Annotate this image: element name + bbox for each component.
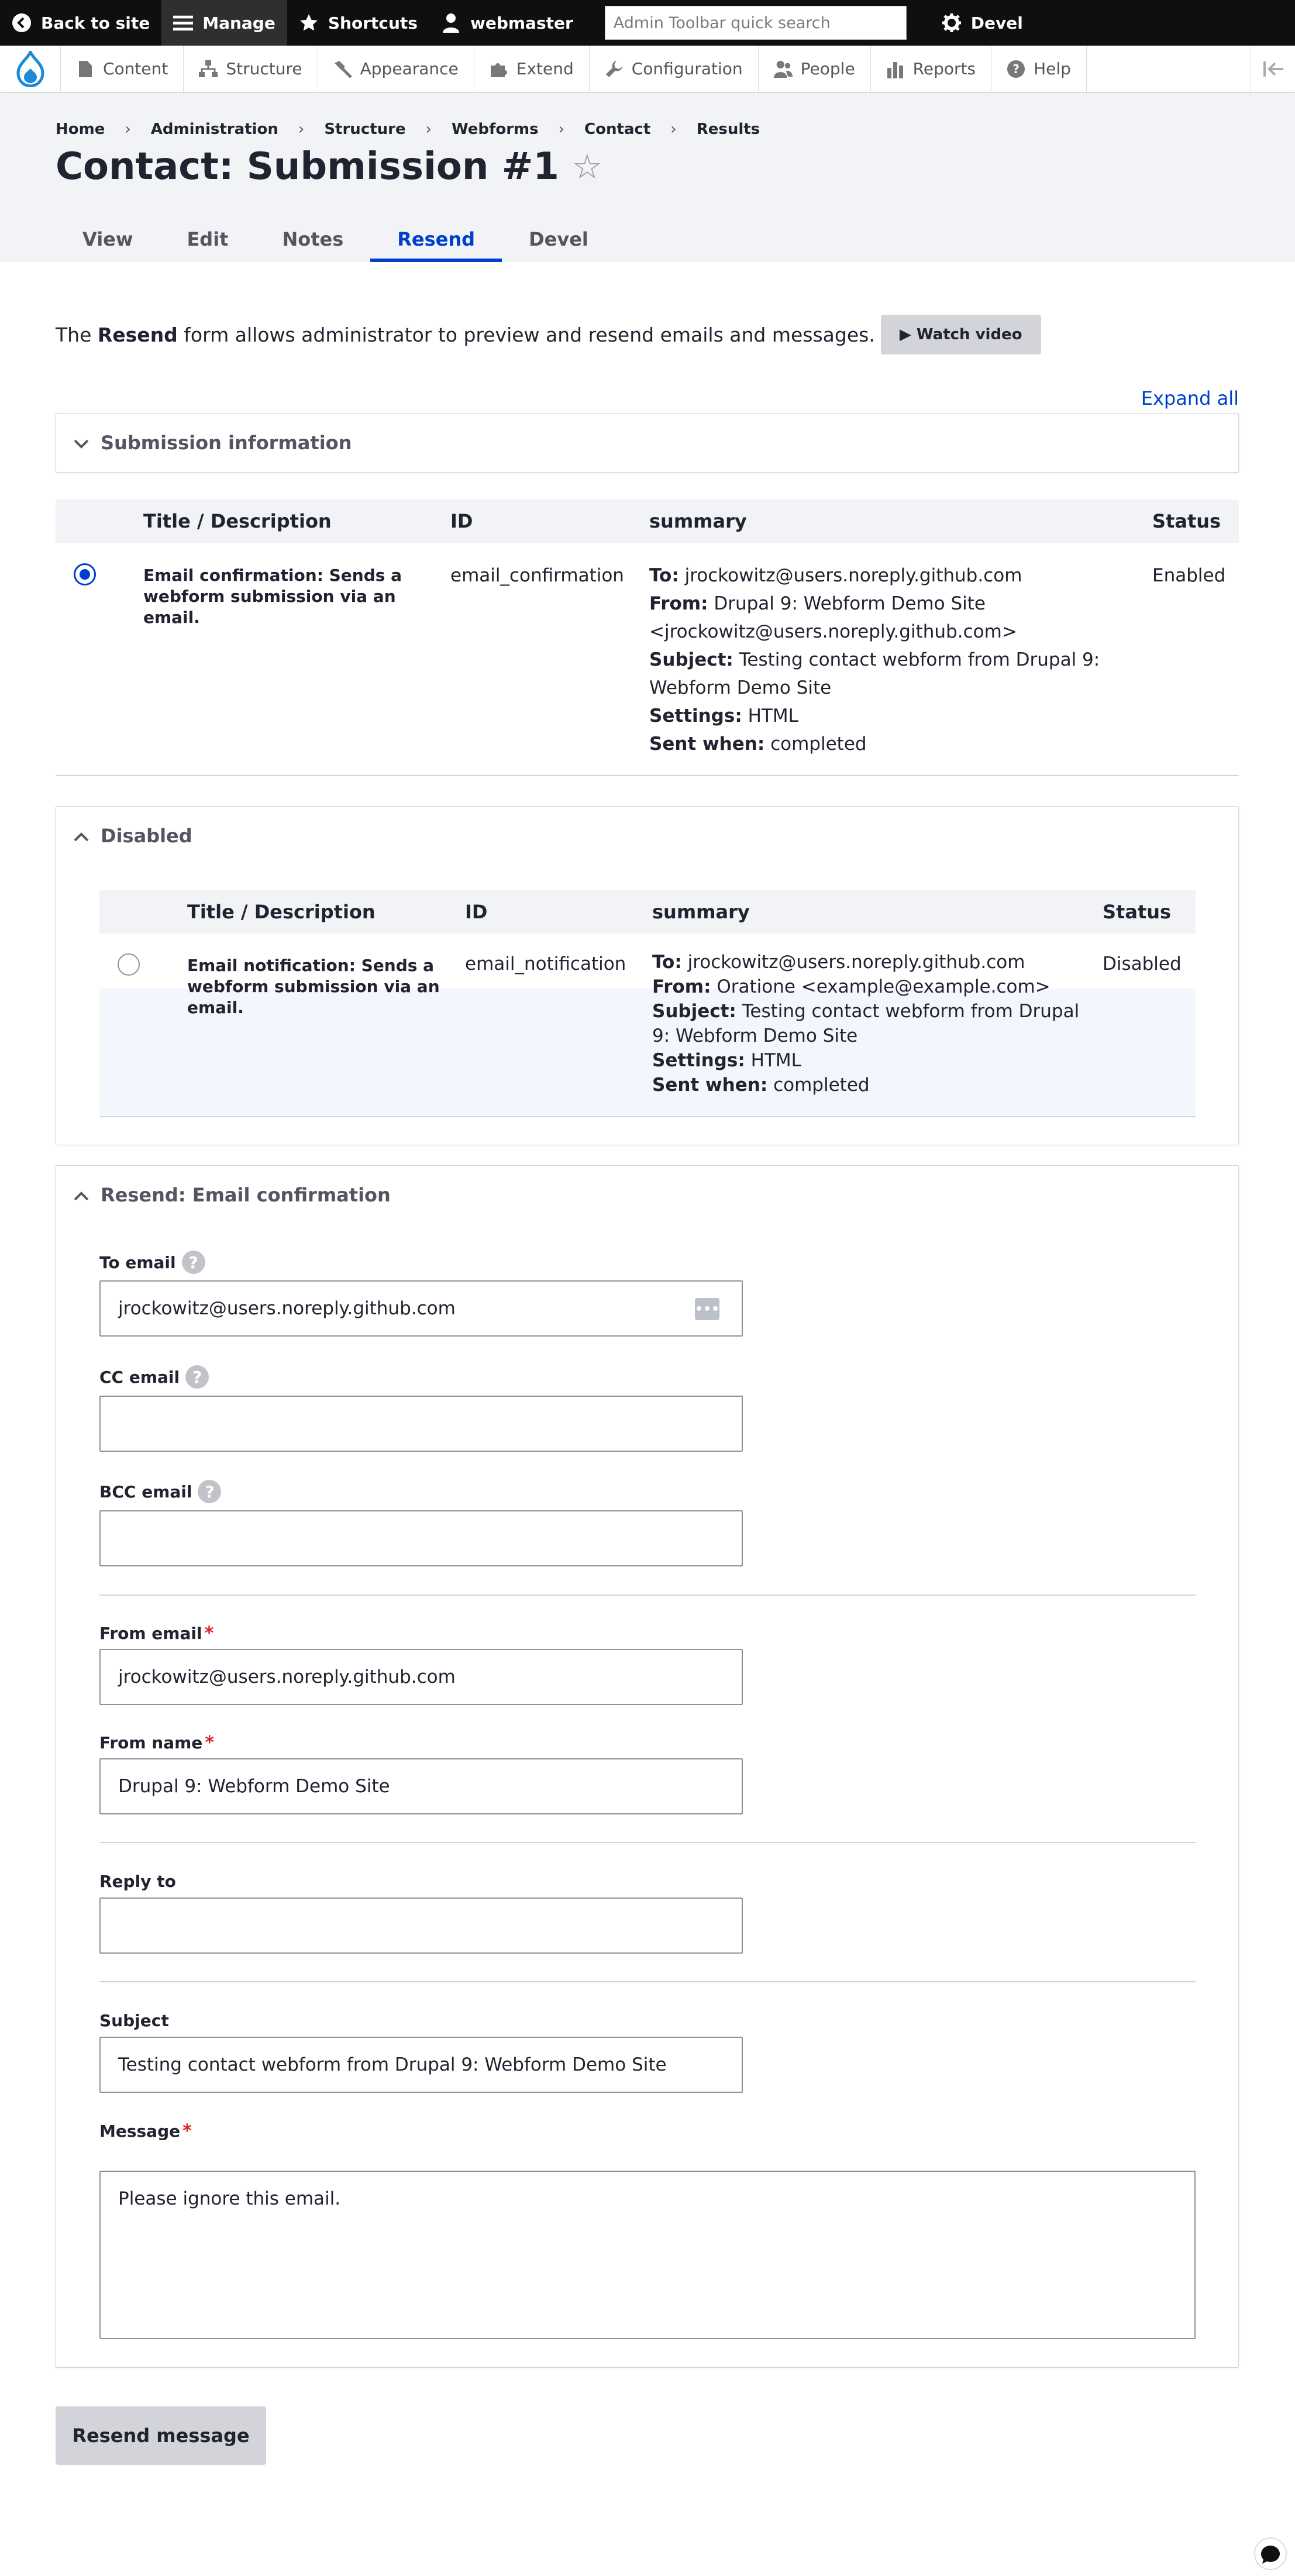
tab-devel[interactable]: Devel bbox=[529, 228, 588, 250]
tray-orientation-toggle-icon[interactable] bbox=[1251, 46, 1295, 92]
summary-value: HTML bbox=[745, 1050, 801, 1071]
manage-tab[interactable] bbox=[161, 0, 287, 46]
from-email-label-text: From email bbox=[99, 1624, 202, 1643]
svg-text:?: ? bbox=[1012, 61, 1020, 76]
summary-line bbox=[649, 730, 1100, 758]
required-marker: * bbox=[204, 1623, 214, 1644]
tray-item-label: Content bbox=[103, 59, 168, 78]
tray-item-label: Structure bbox=[226, 59, 302, 78]
admin-toolbar-tray bbox=[0, 46, 1295, 92]
form-divider bbox=[99, 1981, 1196, 1982]
summary-value: completed bbox=[767, 1075, 870, 1096]
handler-title-line: email. bbox=[143, 608, 200, 627]
column-header-summary: summary bbox=[652, 901, 750, 923]
summary-value: Drupal 9: Webform Demo Site bbox=[708, 593, 986, 614]
handler-status: Disabled bbox=[1103, 953, 1182, 974]
from-name-label-text: From name bbox=[99, 1733, 203, 1752]
summary-value: completed bbox=[764, 733, 867, 755]
column-header-id: ID bbox=[450, 510, 473, 532]
chat-bubble-icon[interactable] bbox=[1254, 2537, 1287, 2570]
breadcrumb-link[interactable]: Home bbox=[56, 120, 105, 138]
handler-id: email_confirmation bbox=[450, 565, 624, 586]
summary-value: <jrockowitz@users.noreply.github.com> bbox=[649, 621, 1017, 642]
to-email-value: jrockowitz@users.noreply.github.com bbox=[118, 1298, 456, 1319]
cc-email-label bbox=[99, 1365, 209, 1389]
tray-item-help[interactable] bbox=[991, 46, 1087, 92]
tray-item-structure[interactable] bbox=[184, 46, 318, 92]
summary-value: HTML bbox=[742, 705, 798, 726]
gear-icon bbox=[942, 13, 962, 33]
tray-item-label: Extend bbox=[516, 59, 574, 78]
handler-title bbox=[143, 565, 402, 628]
summary-value: jrockowitz@users.noreply.github.com bbox=[679, 565, 1022, 586]
to-email-field[interactable] bbox=[99, 1280, 743, 1337]
admin-toolbar bbox=[0, 0, 1295, 46]
shortcuts-tab[interactable] bbox=[287, 0, 429, 46]
tray-item-content[interactable] bbox=[61, 46, 184, 92]
resend-section-label: Resend: Email confirmation bbox=[101, 1184, 391, 1206]
hamburger-icon bbox=[173, 13, 193, 33]
handler-summary bbox=[652, 950, 1079, 1097]
back-circle-icon bbox=[12, 13, 32, 33]
handler-title-line: Email notification: Sends a bbox=[187, 956, 435, 975]
intro-text-prefix: The bbox=[56, 323, 98, 346]
breadcrumb-link[interactable]: Contact bbox=[584, 120, 651, 138]
handler-title-line: Email confirmation: Sends a bbox=[143, 566, 402, 585]
summary-line bbox=[649, 674, 1100, 702]
intro-text-suffix: form allows administrator to preview and resend emails and messages. bbox=[177, 323, 875, 346]
manage-label: Manage bbox=[202, 13, 275, 33]
summary-value: Testing contact webform from Drupal bbox=[736, 1001, 1080, 1022]
form-divider bbox=[99, 1594, 1196, 1596]
required-marker: * bbox=[182, 2121, 192, 2141]
from-email-label bbox=[99, 1623, 213, 1644]
handler-title-line: webform submission via an bbox=[187, 977, 440, 996]
document-icon bbox=[76, 60, 95, 78]
handler-summary bbox=[649, 562, 1100, 758]
summary-value: jrockowitz@users.noreply.github.com bbox=[681, 952, 1025, 973]
help-circle-icon bbox=[1007, 60, 1025, 78]
column-header-status: Status bbox=[1152, 510, 1221, 532]
summary-label: To: bbox=[652, 952, 682, 973]
resend-intro bbox=[56, 315, 1041, 354]
wrench-icon bbox=[605, 60, 624, 78]
bar-chart-icon bbox=[886, 60, 905, 78]
page-title-text: Contact: Submission #1 bbox=[56, 145, 559, 188]
paintbrush-icon bbox=[333, 60, 352, 78]
summary-label: From: bbox=[652, 976, 711, 997]
summary-label: Settings: bbox=[649, 705, 742, 726]
tray-item-label: Appearance bbox=[360, 59, 459, 78]
structure-icon bbox=[199, 60, 218, 78]
help-icon[interactable]: ? bbox=[182, 1251, 205, 1274]
summary-line bbox=[649, 618, 1100, 646]
handler-status: Enabled bbox=[1152, 565, 1226, 586]
form-divider bbox=[99, 1842, 1196, 1843]
to-email-label-text: To email bbox=[99, 1252, 176, 1272]
breadcrumb-separator: › bbox=[125, 120, 131, 138]
from-email-field[interactable]: jrockowitz@users.noreply.github.com bbox=[99, 1649, 743, 1705]
tray-item-reports[interactable] bbox=[871, 46, 991, 92]
summary-line bbox=[649, 646, 1100, 674]
user-tab[interactable] bbox=[429, 0, 585, 46]
summary-line bbox=[652, 1048, 1079, 1073]
disabled-handlers-summary[interactable] bbox=[56, 807, 1238, 865]
more-options-icon[interactable]: ••• bbox=[695, 1298, 719, 1320]
table-divider bbox=[99, 1116, 1196, 1117]
summary-label: Sent when: bbox=[652, 1075, 768, 1096]
summary-label: From: bbox=[649, 593, 708, 614]
message-label bbox=[99, 2121, 192, 2141]
admin-toolbar-search-input[interactable]: Admin Toolbar quick search bbox=[605, 6, 907, 40]
tray-item-configuration[interactable] bbox=[590, 46, 759, 92]
submission-information-details[interactable] bbox=[56, 413, 1239, 473]
bcc-email-label bbox=[99, 1480, 221, 1503]
tray-item-label: Reports bbox=[912, 59, 976, 78]
help-icon[interactable]: ? bbox=[185, 1365, 209, 1389]
subject-field[interactable]: Testing contact webform from Drupal 9: Webform Demo Site bbox=[99, 2037, 743, 2093]
handler-id: email_notification bbox=[465, 953, 626, 974]
tray-item-label: Configuration bbox=[631, 59, 743, 78]
resend-message-button[interactable]: Resend message bbox=[56, 2406, 266, 2465]
summary-line bbox=[652, 950, 1079, 974]
chevron-down-icon bbox=[74, 433, 91, 453]
page-title bbox=[56, 145, 602, 188]
user-icon bbox=[441, 13, 461, 33]
column-header-id: ID bbox=[465, 901, 488, 923]
shortcuts-label: Shortcuts bbox=[328, 13, 418, 33]
message-label-text: Message bbox=[99, 2122, 181, 2141]
tray-item-extend[interactable] bbox=[474, 46, 590, 92]
shortcut-star-icon[interactable]: ☆ bbox=[571, 147, 602, 187]
summary-line bbox=[652, 999, 1079, 1024]
handler-title bbox=[187, 955, 440, 1018]
column-header-status: Status bbox=[1103, 901, 1172, 923]
chevron-up-icon bbox=[74, 1185, 91, 1206]
devel-label: Devel bbox=[970, 13, 1023, 33]
summary-label: Settings: bbox=[652, 1050, 745, 1071]
devel-tab[interactable] bbox=[930, 0, 1035, 46]
tray-item-appearance[interactable] bbox=[318, 46, 474, 92]
handler-title-line: webform submission via an bbox=[143, 587, 396, 606]
resend-email-summary[interactable] bbox=[56, 1166, 1238, 1224]
reply-to-label-text: Reply to bbox=[99, 1872, 176, 1891]
summary-value: Webform Demo Site bbox=[649, 677, 832, 698]
breadcrumb-link[interactable]: Administration bbox=[150, 120, 278, 138]
summary-label: Subject: bbox=[649, 649, 733, 670]
tab-notes[interactable]: Notes bbox=[282, 228, 344, 250]
star-icon bbox=[299, 13, 319, 33]
bcc-email-field[interactable] bbox=[99, 1510, 743, 1566]
cc-email-field[interactable] bbox=[99, 1396, 743, 1452]
to-email-label bbox=[99, 1251, 205, 1274]
puzzle-icon bbox=[490, 60, 508, 78]
summary-label: Subject: bbox=[652, 1001, 736, 1022]
submission-information-summary[interactable] bbox=[56, 414, 1238, 472]
tray-item-label: Help bbox=[1034, 59, 1071, 78]
tab-edit[interactable]: Edit bbox=[187, 228, 229, 250]
primary-tabs bbox=[56, 216, 615, 262]
required-marker: * bbox=[205, 1733, 215, 1753]
handler-title-line: email. bbox=[187, 998, 244, 1017]
breadcrumb-separator: › bbox=[425, 120, 432, 138]
summary-line bbox=[652, 1073, 1079, 1097]
summary-line bbox=[652, 974, 1079, 999]
drupal-logo-icon[interactable] bbox=[0, 46, 61, 92]
column-header-summary: summary bbox=[649, 510, 747, 532]
breadcrumb-link[interactable]: Structure bbox=[324, 120, 406, 138]
watch-video-button[interactable]: ▶ Watch video bbox=[881, 315, 1041, 354]
summary-label: Sent when: bbox=[649, 733, 765, 755]
back-to-site-label: Back to site bbox=[41, 13, 150, 33]
submission-information-label: Submission information bbox=[101, 432, 352, 454]
cc-email-label-text: CC email bbox=[99, 1367, 180, 1387]
reply-to-field[interactable] bbox=[99, 1897, 743, 1954]
summary-value: Testing contact webform from Drupal 9: bbox=[733, 649, 1100, 670]
table-divider bbox=[56, 775, 1239, 776]
tray-item-label: People bbox=[800, 59, 855, 78]
from-name-label bbox=[99, 1733, 214, 1753]
summary-value: 9: Webform Demo Site bbox=[652, 1025, 858, 1046]
handler-radio-email-notification[interactable] bbox=[118, 953, 140, 976]
back-to-site-link[interactable] bbox=[0, 0, 161, 46]
reply-to-label bbox=[99, 1872, 176, 1891]
summary-line bbox=[649, 702, 1100, 730]
handlers-table-header bbox=[56, 500, 1239, 543]
column-header-title: Title / Description bbox=[187, 901, 376, 923]
from-name-field[interactable]: Drupal 9: Webform Demo Site bbox=[99, 1758, 743, 1814]
handler-radio-email-confirmation[interactable] bbox=[74, 563, 96, 586]
help-icon[interactable]: ? bbox=[198, 1480, 221, 1503]
tab-view[interactable]: View bbox=[82, 228, 133, 250]
breadcrumb-link[interactable]: Results bbox=[696, 120, 760, 138]
chevron-up-icon bbox=[74, 826, 91, 846]
breadcrumb-link[interactable]: Webforms bbox=[452, 120, 539, 138]
column-header-title: Title / Description bbox=[143, 510, 332, 532]
intro-text-bold: Resend bbox=[97, 323, 178, 346]
breadcrumb bbox=[56, 120, 760, 138]
summary-value: Oratione <example@example.com> bbox=[711, 976, 1051, 997]
summary-line bbox=[649, 590, 1100, 618]
tray-item-people[interactable] bbox=[759, 46, 871, 92]
disabled-section-label: Disabled bbox=[101, 825, 192, 847]
breadcrumb-separator: › bbox=[298, 120, 305, 138]
expand-all-link[interactable]: Expand all bbox=[1141, 387, 1239, 409]
message-textarea[interactable]: Please ignore this email. bbox=[99, 2171, 1196, 2339]
summary-line bbox=[652, 1024, 1079, 1048]
disabled-table-header bbox=[99, 890, 1196, 934]
breadcrumb-separator: › bbox=[670, 120, 677, 138]
people-icon bbox=[774, 60, 793, 78]
subject-label-text: Subject bbox=[99, 2011, 169, 2030]
breadcrumb-separator: › bbox=[558, 120, 564, 138]
subject-label bbox=[99, 2011, 169, 2030]
summary-label: To: bbox=[649, 565, 679, 586]
summary-line bbox=[649, 562, 1100, 590]
tab-resend[interactable]: Resend bbox=[370, 216, 502, 262]
user-label: webmaster bbox=[470, 13, 573, 33]
bcc-email-label-text: BCC email bbox=[99, 1482, 192, 1501]
